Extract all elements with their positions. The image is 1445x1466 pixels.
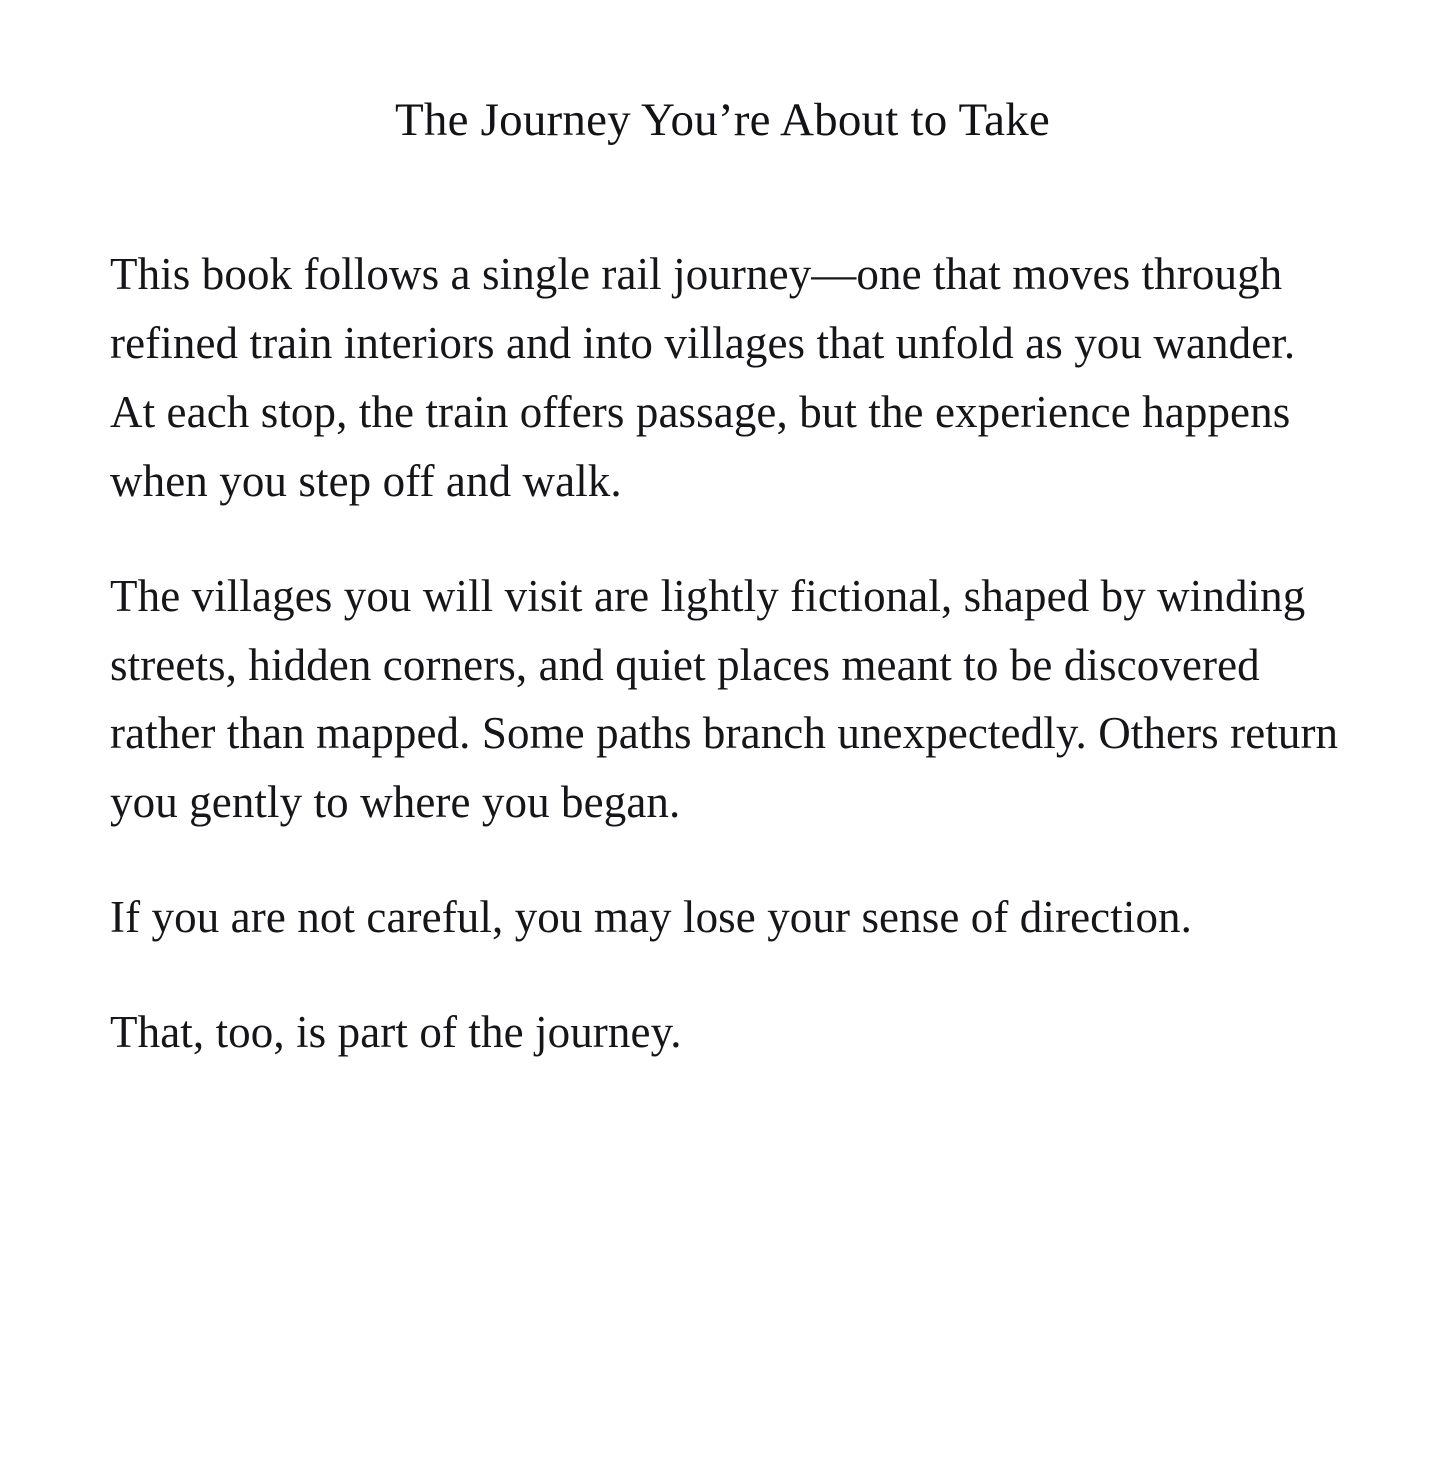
paragraph-1: This book follows a single rail journey—one that moves through refined train interiors and into villages that unfold as you wander. At each stop, the train offers passage, but the experience happens when you step off and walk. xyxy=(110,249,1296,506)
page-title: The Journey You’re About to Take xyxy=(395,94,1050,146)
paragraph-2: The villages you will visit are lightly fictional, shaped by winding streets, hidden corners, and quiet places meant to be discovered rather than mapped. Some paths branch unexpectedly. Others return you gently to where you began. xyxy=(110,570,1339,828)
body-copy xyxy=(72,240,1373,1066)
paragraph-4: That, too, is part of the journey. xyxy=(110,1006,682,1057)
paragraph-3: If you are not careful, you may lose your sense of direction. xyxy=(110,892,1192,943)
